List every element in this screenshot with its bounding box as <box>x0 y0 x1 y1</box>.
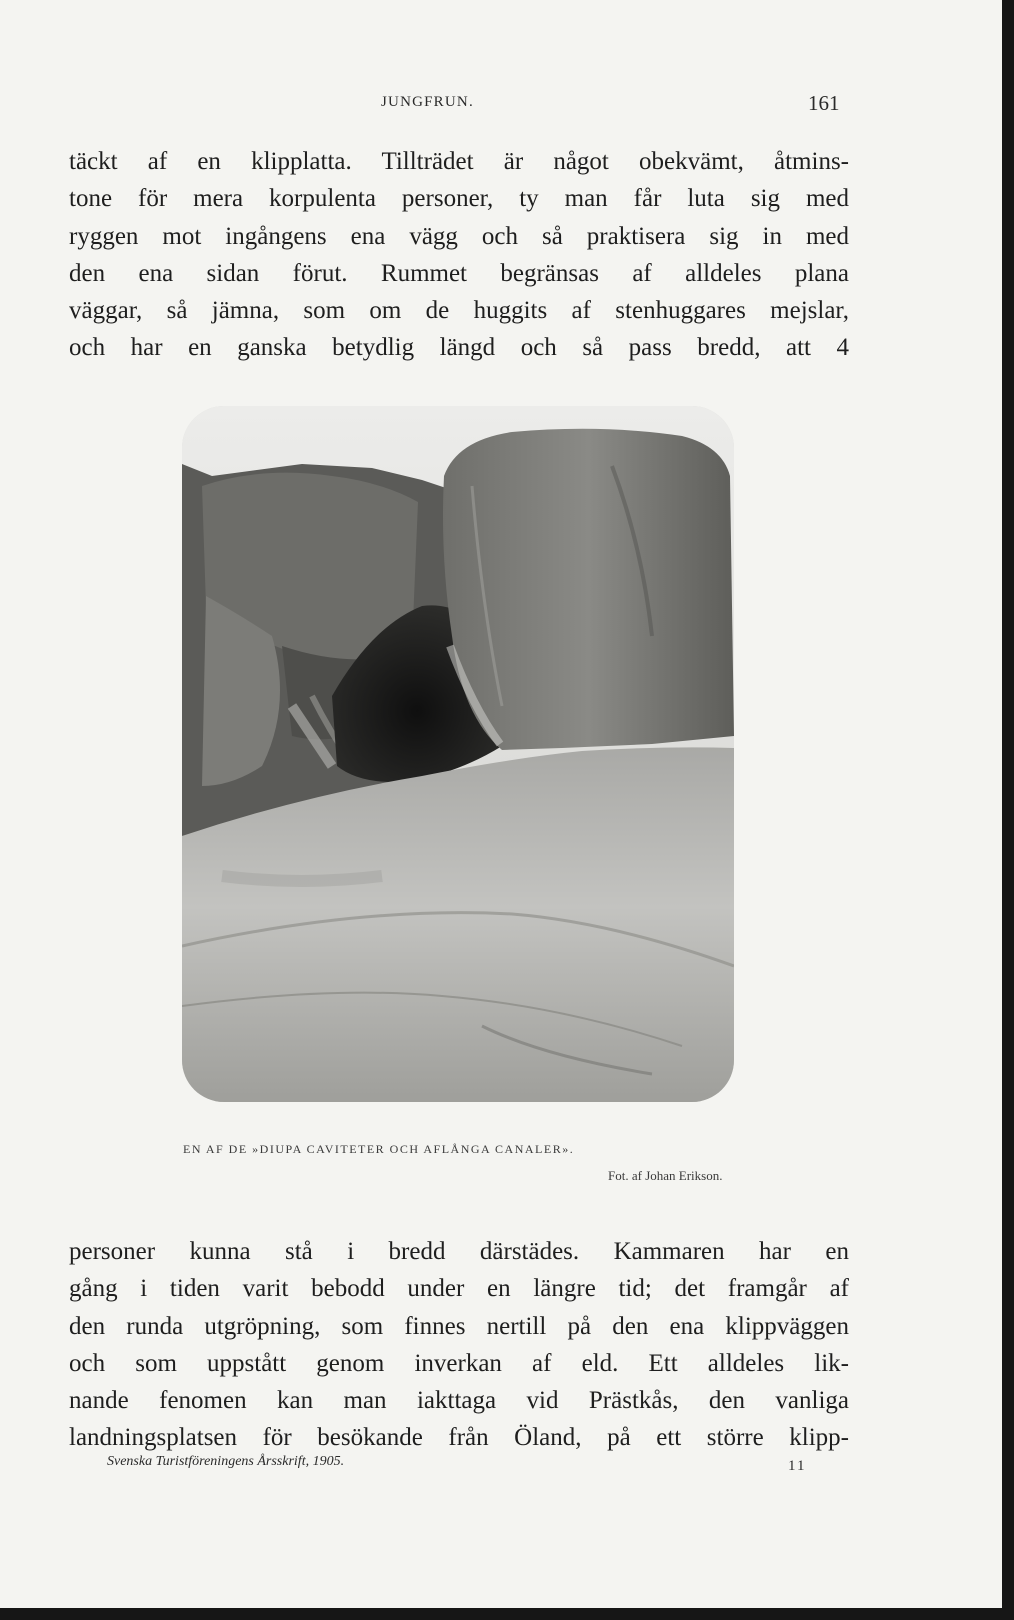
text-line: och har en ganska betydlig längd och så pass bredd, att 4 <box>69 334 849 362</box>
text-line: väggar, så jämna, som om de huggits af stenhuggares mejslar, <box>69 297 849 325</box>
running-title: JUNGFRUN. <box>381 94 474 110</box>
scan-border-right <box>1002 0 1014 1620</box>
text-line: täckt af en klipplatta. Tillträdet är något obekvämt, åtmins- <box>69 148 849 175</box>
text-line: nande fenomen kan man iakttaga vid Prästkås, den vanliga <box>69 1387 849 1415</box>
text-line: ryggen mot ingångens ena vägg och så praktisera sig in med <box>69 222 849 250</box>
text-line: personer kunna stå i bredd därstädes. Kammaren har en <box>69 1238 849 1265</box>
text-line: gång i tiden varit bebodd under en längre tid; det framgår af <box>69 1275 849 1303</box>
text-line: den runda utgröpning, som finnes nertill på den ena klippväggen <box>69 1312 849 1340</box>
signature-mark: 11 <box>788 1458 807 1474</box>
text-line: den ena sidan förut. Rummet begränsas af alldeles plana <box>69 259 849 287</box>
body-text-top <box>69 143 849 367</box>
body-text-bottom <box>69 1233 849 1457</box>
text-line: och som uppstått genom inverkan af eld. Ett alldeles lik- <box>69 1349 849 1377</box>
photo-credit: Fot. af Johan Erikson. <box>608 1168 723 1183</box>
footer-source: Svenska Turistföreningens Årsskrift, 1905. <box>107 1454 345 1469</box>
scan-border-bottom <box>0 1608 1014 1620</box>
text-line: landningsplatsen för besökande från Öland, på ett större klipp- <box>69 1424 849 1452</box>
text-line: tone för mera korpulenta personer, ty man får luta sig med <box>69 185 849 213</box>
page-number: 161 <box>808 91 840 115</box>
rock-cavity-photograph <box>182 406 734 1102</box>
figure-caption: EN AF DE »DIUPA CAVITETER OCH AFLÅNGA CANALER». <box>183 1142 575 1156</box>
